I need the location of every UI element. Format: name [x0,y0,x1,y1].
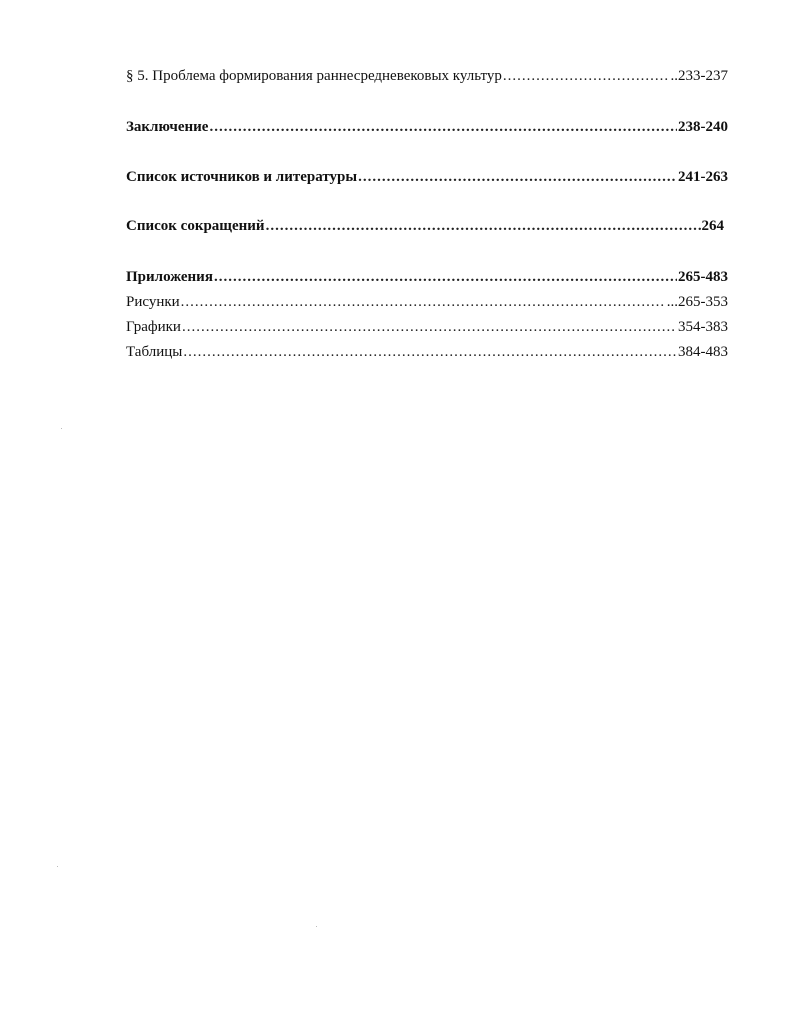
toc-entry-conclusion [126,117,728,137]
toc-leader-dots [209,117,677,137]
toc-entry-sources [126,167,728,187]
toc-leader-dots [266,216,701,236]
toc-entry-title: Таблицы [126,344,183,360]
toc-entry-graphs [126,317,728,337]
toc-entry-section-5 [126,66,728,86]
toc-entry-title: § 5. Проблема формирования раннесредневековых культур [126,68,502,84]
toc-entry-tables [126,342,728,362]
toc-entry-title: Рисунки [126,294,180,310]
toc-entry-page: 238-240 [678,119,728,135]
toc-leader-dots [183,342,677,362]
toc-leader-dots [182,317,677,337]
toc-entry-page: ..233-237 [670,68,728,84]
toc-entry-page: 384-483 [678,344,728,360]
toc-entry-title: Список сокращений [126,218,265,234]
toc-entry-page: 264 [701,218,724,234]
toc-leader-dots [503,66,670,86]
toc-entry-page: 265-483 [678,269,728,285]
toc-entry-appendices [126,267,728,287]
toc-entry-title: Заключение [126,119,209,135]
toc-entry-title: Приложения [126,269,213,285]
toc-leader-dots [214,267,677,287]
toc-entry-abbreviations [126,216,724,236]
scan-speck [316,926,317,927]
toc-entry-page: ...265-353 [666,294,728,310]
toc-entry-figures [126,292,728,312]
toc-entry-page: 354-383 [678,319,728,335]
toc-leader-dots [181,292,666,312]
toc-entry-title: Графики [126,319,181,335]
toc-entry-title: Список источников и литературы [126,169,358,185]
scan-speck [57,866,58,867]
toc-leader-dots [358,167,677,187]
scan-speck [61,428,62,429]
toc-entry-page: 241-263 [678,169,728,185]
